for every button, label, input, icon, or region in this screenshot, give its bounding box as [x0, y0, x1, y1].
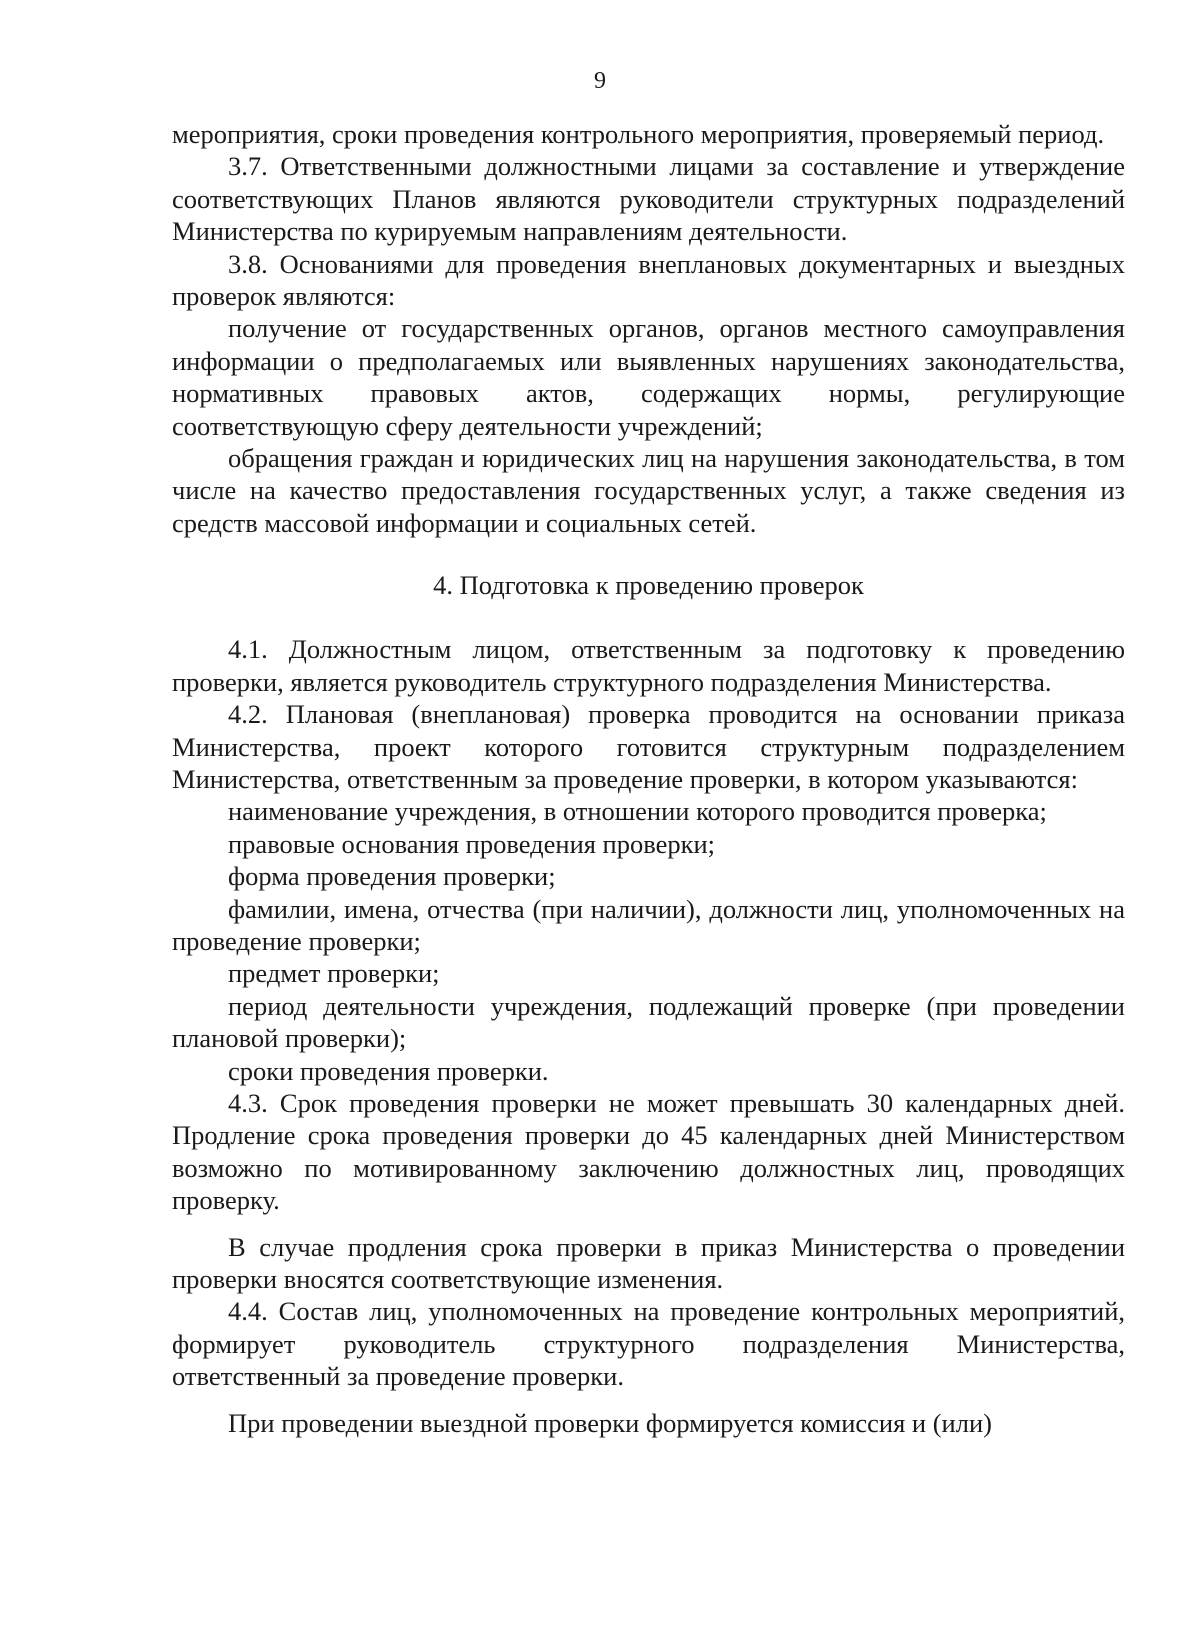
page-number: 9	[594, 68, 606, 94]
paragraph-grounds-1: получение от государственных органов, органов местного самоуправления информации о предполагаемых или выявленных нарушениях законодательства, нормативных правовых актов, содержащих нормы, регулирующие соответствующую сферу деятельности учреждений;	[172, 313, 1125, 441]
paragraph-grounds-2: обращения граждан и юридических лиц на нарушения законодательства, в том числе на качество предоставления государственных услуг, а также сведения из средств массовой информации и социальных сетей.	[172, 443, 1125, 538]
paragraph-commission: При проведении выездной проверки формируется комиссия и (или)	[228, 1407, 992, 1438]
paragraph-4-4: 4.4. Состав лиц, уполномоченных на проведение контрольных мероприятий, формирует руководитель структурного подразделения Министерства, ответственный за проведение проверки.	[172, 1296, 1125, 1392]
document-body	[172, 118, 1125, 1439]
list-item-form: форма проведения проверки;	[228, 861, 556, 892]
section-heading: 4. Подготовка к проведению проверок	[433, 570, 864, 601]
paragraph-3-8: 3.8. Основаниями для проведения внеплановых документарных и выездных проверок являются:	[172, 248, 1125, 312]
paragraph-extension: В случае продления срока проверки в приказ Министерства о проведении проверки вносятся соответствующие изменения.	[172, 1231, 1125, 1294]
list-item-period: период деятельности учреждения, подлежащий проверке (при проведении плановой проверки);	[172, 990, 1125, 1054]
paragraph-4-3: 4.3. Срок проведения проверки не может превышать 30 календарных дней. Продление срока проведения проверки до 45 календарных дней Министерством возможно по мотивированному заключению должностных лиц, проводящих проверку.	[172, 1087, 1125, 1216]
list-item-institution-name: наименование учреждения, в отношении которого проводится проверка;	[228, 796, 1047, 827]
paragraph-3-7: 3.7. Ответственными должностными лицами за составление и утверждение соответствующих Планов являются руководители структурных подразделений Министерства по курируемым направлениям деятельности.	[172, 151, 1125, 247]
paragraph-4-2: 4.2. Плановая (внеплановая) проверка проводится на основании приказа Министерства, проект которого готовится структурным подразделением Министерства, ответственным за проведение проверки, в котором указываются:	[172, 699, 1125, 794]
paragraph-continuation: мероприятия, сроки проведения контрольного мероприятия, проверяемый период.	[172, 119, 1105, 149]
list-item-legal-grounds: правовые основания проведения проверки;	[228, 828, 716, 859]
list-item-subject: предмет проверки;	[228, 958, 440, 989]
list-item-timing: сроки проведения проверки.	[228, 1055, 549, 1086]
list-item-authorized-persons: фамилии, имена, отчества (при наличии), должности лиц, уполномоченных на проведение проверки;	[172, 893, 1125, 956]
paragraph-4-1: 4.1. Должностным лицом, ответственным за подготовку к проведению проверки, является руководитель структурного подразделения Министерства.	[172, 634, 1125, 697]
